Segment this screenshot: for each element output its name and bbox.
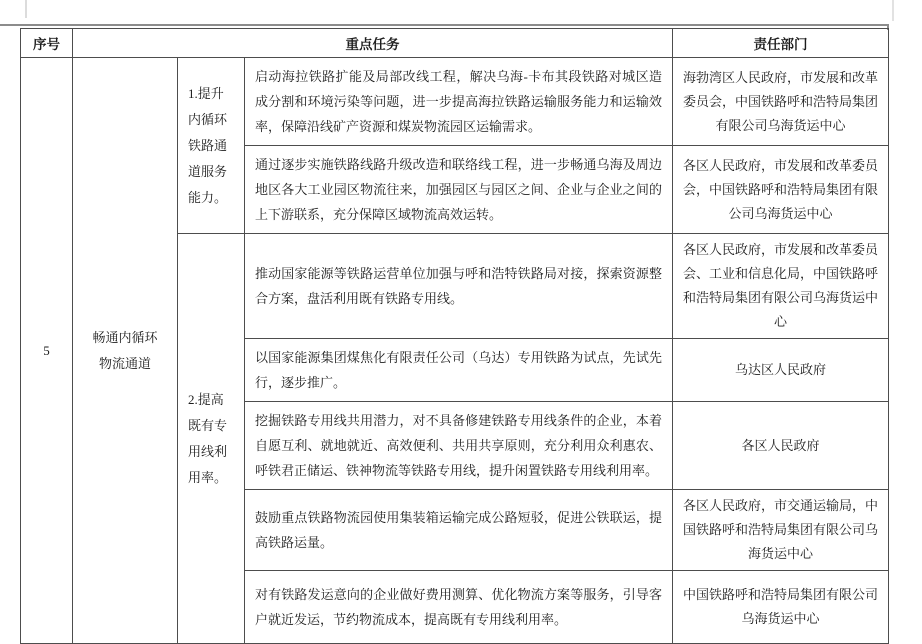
dept-cell: 乌达区人民政府 [673,339,889,402]
table-header-row [21,29,889,58]
task-cell: 通过逐步实施铁路线路升级改造和联络线工程，进一步畅通乌海及周边地区各大工业园区物流往来，加强园区与园区之间、企业与企业之间的上下游联系，充分保障区域物流高效运转。 [245,146,673,234]
task-cell: 鼓励重点铁路物流园使用集装箱运输完成公路短驳，促进公铁联运，提高铁路运量。 [245,490,673,571]
table-row [21,58,889,146]
task-cell: 启动海拉铁路扩能及局部改线工程，解决乌海-卡布其段铁路对城区造成分割和环境污染等问题，进一步提高海拉铁路运输服务能力和运输效率，保障沿线矿产资源和煤炭物流园区运输需求。 [245,58,673,146]
dept-cell: 各区人民政府 [673,402,889,490]
dept-cell: 中国铁路呼和浩特局集团有限公司乌海货运中心 [673,571,889,644]
task-group-1-label: 1.提升内循环铁路通道服务能力。 [178,58,245,234]
previous-page-left-edge [25,0,27,18]
task-cell: 推动国家能源等铁路运营单位加强与呼和浩特铁路局对接，探索资源整合方案，盘活利用既有铁路专用线。 [245,234,673,339]
dept-cell: 海勃湾区人民政府，市发展和改革委员会，中国铁路呼和浩特局集团有限公司乌海货运中心 [673,58,889,146]
dept-cell: 各区人民政府，市发展和改革委员会、工业和信息化局，中国铁路呼和浩特局集团有限公司乌海货运中心 [673,234,889,339]
task-cell: 对有铁路发运意向的企业做好费用测算、优化物流方案等服务，引导客户就近发运，节约物流成本，提高既有专用线利用率。 [245,571,673,644]
task-cell: 挖掘铁路专用线共用潜力，对不具备修建铁路专用线条件的企业，本着自愿互利、就地就近、高效便利、共用共享原则，充分利用众利惠农、呼铁君正储运、铁神物流等铁路专用线，提升闲置铁路专用线利用率。 [245,402,673,490]
dept-cell: 各区人民政府，市发展和改革委员会，中国铁路呼和浩特局集团有限公司乌海货运中心 [673,146,889,234]
category-cell: 畅通内循环物流通道 [73,58,178,644]
header-key-tasks: 重点任务 [73,29,673,58]
task-cell: 以国家能源集团煤焦化有限责任公司（乌达）专用铁路为试点，先试先行，逐步推广。 [245,339,673,402]
tasks-table [20,28,889,644]
dept-cell: 各区人民政府，市交通运输局，中国铁路呼和浩特局集团有限公司乌海货运中心 [673,490,889,571]
header-responsible-dept: 责任部门 [673,29,889,58]
page-boundary-rule [0,24,889,26]
task-group-2-label: 2.提高既有专用线利用率。 [178,234,245,644]
header-serial: 序号 [21,29,73,58]
serial-number-cell: 5 [21,58,73,644]
previous-page-right-edge [892,0,894,21]
